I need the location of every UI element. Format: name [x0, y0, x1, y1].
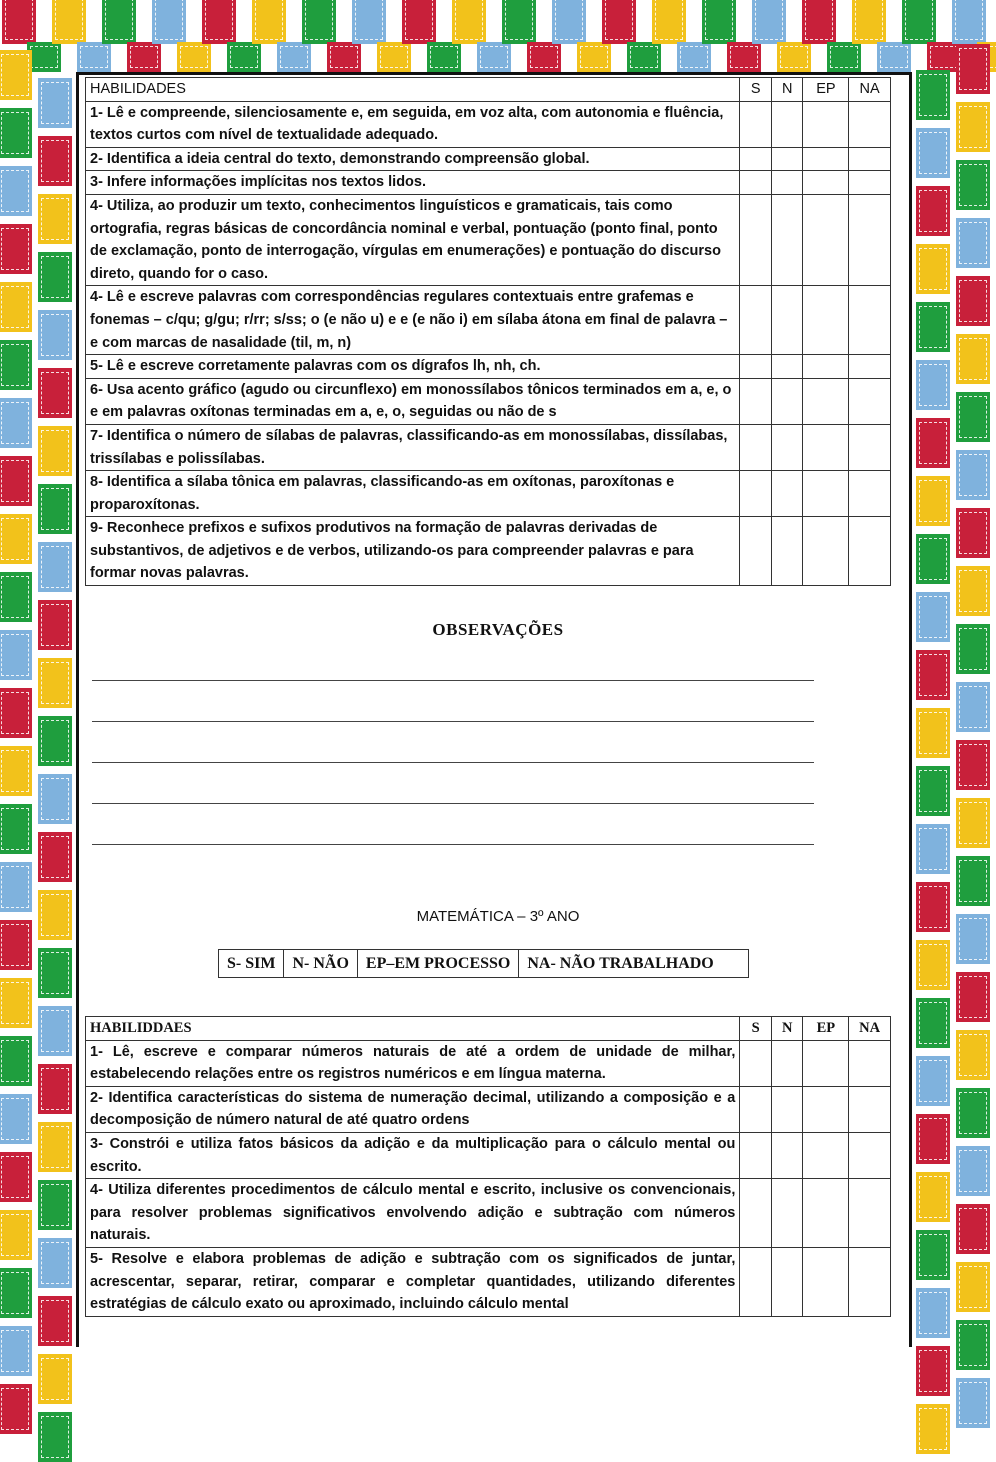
quilt-patch [38, 716, 72, 766]
matematica-skills-table [85, 1016, 891, 1317]
header-habilidades: HABILIDDAES [86, 1017, 740, 1041]
check-ep[interactable] [803, 286, 849, 355]
observation-line[interactable] [92, 762, 814, 763]
quilt-patch [702, 0, 736, 44]
quilt-patch [38, 194, 72, 244]
quilt-patch [0, 1384, 32, 1434]
check-ep[interactable] [803, 424, 849, 470]
quilt-patch [552, 0, 586, 44]
quilt-patch [0, 862, 32, 912]
quilt-patch [252, 0, 286, 44]
observation-line[interactable] [92, 844, 814, 845]
quilt-patch [38, 310, 72, 360]
check-ep[interactable] [803, 1086, 849, 1132]
check-n[interactable] [771, 171, 803, 195]
skill-text: 3- Constrói e utiliza fatos básicos da adição e da multiplicação para o cálculo mental ou escrito. [86, 1132, 740, 1178]
quilt-patch [502, 0, 536, 44]
skill-text: 7- Identifica o número de sílabas de palavras, classificando-as em monossílabas, dissílabas, trissílabas e polissílabas. [86, 424, 740, 470]
table-row [86, 471, 891, 517]
quilt-patch [0, 1268, 32, 1318]
skill-text: 2- Identifica a ideia central do texto, demonstrando compreensão global. [86, 147, 740, 171]
quilt-patch [38, 78, 72, 128]
check-n[interactable] [771, 355, 803, 379]
quilt-patch [38, 1064, 72, 1114]
header-na: NA [849, 1017, 891, 1041]
matematica-title: MATEMÁTICA – 3º ANO [416, 908, 580, 925]
quilt-patch [38, 774, 72, 824]
header-s: S [740, 1017, 772, 1041]
table-row [86, 1132, 891, 1178]
quilt-patch [652, 0, 686, 44]
check-na[interactable] [849, 1086, 891, 1132]
quilt-patch [38, 1006, 72, 1056]
quilt-patch [38, 484, 72, 534]
observation-line[interactable] [92, 803, 814, 804]
quilt-patch [0, 166, 32, 216]
check-s[interactable] [740, 286, 772, 355]
quilt-patch [177, 42, 211, 72]
check-n[interactable] [771, 101, 803, 147]
quilt-patch [0, 108, 32, 158]
check-na[interactable] [849, 1179, 891, 1248]
skill-text: 5- Resolve e elabora problemas de adição e subtração com os significados de juntar, acrescentar, separar, retirar, comparar e completar quantidades, utilizando diferentes estratégias de cálculo exato ou aproximado, incluindo cálculo mental [86, 1247, 740, 1316]
quilt-patch [38, 658, 72, 708]
check-na[interactable] [849, 194, 891, 285]
quilt-patch [352, 0, 386, 44]
skill-text: 5- Lê e escreve corretamente palavras com os dígrafos lh, nh, ch. [86, 355, 740, 379]
quilt-patch [916, 476, 950, 526]
table-header-row [86, 1017, 891, 1041]
check-s[interactable] [740, 355, 772, 379]
quilt-patch [916, 1404, 950, 1454]
quilt-patch [956, 1030, 990, 1080]
header-habilidades: HABILIDADES [86, 78, 740, 102]
check-n[interactable] [771, 1247, 803, 1316]
quilt-patch [0, 514, 32, 564]
check-s[interactable] [740, 1247, 772, 1316]
quilt-patch [2, 0, 36, 44]
quilt-patch [38, 1296, 72, 1346]
quilt-patch [916, 766, 950, 816]
quilt-patch [38, 1238, 72, 1288]
check-ep[interactable] [803, 471, 849, 517]
check-n[interactable] [771, 286, 803, 355]
skill-text: 1- Lê e compreende, silenciosamente e, em seguida, em voz alta, com autonomia e fluência, textos curtos com nível de textualidade adequado. [86, 101, 740, 147]
quilt-patch [577, 42, 611, 72]
quilt-patch [956, 218, 990, 268]
quilt-patch [916, 650, 950, 700]
portugues-skills-table [85, 77, 891, 586]
quilt-patch [916, 302, 950, 352]
quilt-patch [38, 1180, 72, 1230]
quilt-patch [956, 276, 990, 326]
quilt-patch [956, 1378, 990, 1428]
skill-text: 1- Lê, escreve e comparar números naturais de até a ordem de unidade de milhar, estabelecendo relações entre os registros numéricos e em língua materna. [86, 1040, 740, 1086]
header-na: NA [849, 78, 891, 102]
legend-em-processo: EP–EM PROCESSO [357, 950, 518, 978]
quilt-patch [38, 1122, 72, 1172]
check-ep[interactable] [803, 355, 849, 379]
quilt-patch [956, 392, 990, 442]
quilt-patch [952, 0, 986, 44]
quilt-patch [127, 42, 161, 72]
check-n[interactable] [771, 378, 803, 424]
quilt-patch [452, 0, 486, 44]
quilt-patch [602, 0, 636, 44]
quilt-patch [102, 0, 136, 44]
quilt-patch [0, 456, 32, 506]
observation-line[interactable] [92, 680, 814, 681]
quilt-patch [956, 1320, 990, 1370]
skill-text: 4- Utiliza diferentes procedimentos de cálculo mental e escrito, inclusive os convencionais, para resolver problemas significativos envolvendo adição e subtração com números naturais. [86, 1179, 740, 1248]
check-na[interactable] [849, 101, 891, 147]
quilt-patch [956, 1204, 990, 1254]
check-s[interactable] [740, 378, 772, 424]
quilt-patch [802, 0, 836, 44]
quilt-patch [916, 70, 950, 120]
quilt-patch [152, 0, 186, 44]
check-na[interactable] [849, 517, 891, 586]
quilt-patch [527, 42, 561, 72]
quilt-patch [0, 804, 32, 854]
quilt-patch [0, 1210, 32, 1260]
check-ep[interactable] [803, 147, 849, 171]
observation-line[interactable] [92, 721, 814, 722]
quilt-patch [0, 746, 32, 796]
check-na[interactable] [849, 355, 891, 379]
header-n: N [771, 78, 803, 102]
quilt-patch [956, 44, 990, 94]
table-row [86, 424, 891, 470]
table-row [86, 171, 891, 195]
check-ep[interactable] [803, 1132, 849, 1178]
quilt-patch [0, 398, 32, 448]
check-ep[interactable] [803, 1040, 849, 1086]
quilt-patch [916, 186, 950, 236]
skill-text: 3- Infere informações implícitas nos textos lidos. [86, 171, 740, 195]
check-na[interactable] [849, 471, 891, 517]
quilt-patch [0, 1326, 32, 1376]
quilt-patch [38, 136, 72, 186]
quilt-patch [956, 508, 990, 558]
quilt-patch [427, 42, 461, 72]
quilt-patch [38, 948, 72, 998]
table-header-row [86, 78, 891, 102]
quilt-patch [227, 42, 261, 72]
quilt-patch [0, 224, 32, 274]
table-row [86, 1247, 891, 1316]
quilt-patch [0, 572, 32, 622]
table-row [86, 355, 891, 379]
quilt-patch [902, 0, 936, 44]
check-ep[interactable] [803, 1179, 849, 1248]
check-s[interactable] [740, 1132, 772, 1178]
check-n[interactable] [771, 194, 803, 285]
quilt-patch [956, 1262, 990, 1312]
quilt-patch [916, 128, 950, 178]
check-n[interactable] [771, 147, 803, 171]
check-na[interactable] [849, 1247, 891, 1316]
quilt-patch [727, 42, 761, 72]
header-ep: EP [803, 1017, 849, 1041]
quilt-patch [627, 42, 661, 72]
check-n[interactable] [771, 517, 803, 586]
check-na[interactable] [849, 1132, 891, 1178]
quilt-patch [302, 0, 336, 44]
quilt-patch [0, 340, 32, 390]
legend-nao-trabalhado: NA- NÃO TRABALHADO [519, 950, 749, 978]
observacoes-title: OBSERVAÇÕES [432, 620, 564, 639]
quilt-patch [916, 1288, 950, 1338]
skill-text: 4- Lê e escreve palavras com correspondências regulares contextuais entre grafemas e fonemas – c/qu; g/gu; r/rr; s/ss; o (e não u) e e (e não i) em sílaba átona em final de palavra – e com marcas de nasalidade (til, m, n) [86, 286, 740, 355]
quilt-patch [38, 368, 72, 418]
check-n[interactable] [771, 1040, 803, 1086]
table-row [86, 378, 891, 424]
skill-text: 2- Identifica características do sistema de numeração decimal, utilizando a composição e a decomposição de número natural de até quatro ordens [86, 1086, 740, 1132]
quilt-patch [0, 688, 32, 738]
quilt-patch [916, 708, 950, 758]
quilt-patch [916, 244, 950, 294]
table-row [86, 1040, 891, 1086]
quilt-patch [0, 50, 32, 100]
legend-table [218, 949, 749, 978]
quilt-patch [916, 360, 950, 410]
quilt-patch [377, 42, 411, 72]
quilt-patch [956, 102, 990, 152]
check-na[interactable] [849, 378, 891, 424]
check-s[interactable] [740, 1086, 772, 1132]
quilt-patch [202, 0, 236, 44]
check-s[interactable] [740, 1040, 772, 1086]
check-ep[interactable] [803, 517, 849, 586]
check-ep[interactable] [803, 378, 849, 424]
quilt-patch [916, 940, 950, 990]
quilt-patch [38, 426, 72, 476]
check-n[interactable] [771, 1179, 803, 1248]
quilt-patch [0, 920, 32, 970]
quilt-patch [27, 42, 61, 72]
check-n[interactable] [771, 1132, 803, 1178]
table-row [86, 517, 891, 586]
check-ep[interactable] [803, 171, 849, 195]
check-na[interactable] [849, 1040, 891, 1086]
skill-text: 8- Identifica a sílaba tônica em palavras, classificando-as em oxítonas, paroxítonas e proparoxítonas. [86, 471, 740, 517]
quilt-patch [956, 566, 990, 616]
table-row [86, 1179, 891, 1248]
quilt-patch [38, 832, 72, 882]
check-na[interactable] [849, 171, 891, 195]
quilt-patch [38, 252, 72, 302]
quilt-patch [277, 42, 311, 72]
quilt-patch [752, 0, 786, 44]
check-s[interactable] [740, 147, 772, 171]
quilt-patch [677, 42, 711, 72]
header-s: S [740, 78, 772, 102]
quilt-patch [877, 42, 911, 72]
check-s[interactable] [740, 517, 772, 586]
quilt-patch [38, 1412, 72, 1462]
quilt-patch [956, 972, 990, 1022]
check-ep[interactable] [803, 194, 849, 285]
quilt-patch [402, 0, 436, 44]
quilt-patch [0, 1094, 32, 1144]
quilt-patch [956, 740, 990, 790]
quilt-patch [956, 682, 990, 732]
check-s[interactable] [740, 424, 772, 470]
quilt-patch [0, 1036, 32, 1086]
check-ep[interactable] [803, 1247, 849, 1316]
quilt-patch [956, 1088, 990, 1138]
quilt-patch [52, 0, 86, 44]
quilt-patch [916, 1346, 950, 1396]
table-row [86, 1086, 891, 1132]
check-na[interactable] [849, 424, 891, 470]
skill-text: 4- Utiliza, ao produzir um texto, conhecimentos linguísticos e gramaticais, tais como ortografia, regras básicas de concordância nominal e verbal, pontuação (ponto final, ponto de exclamação, ponto de interrogação, vírgulas em enumerações) e pontuação do discurso direto, quando for o caso. [86, 194, 740, 285]
check-s[interactable] [740, 171, 772, 195]
header-ep: EP [803, 78, 849, 102]
quilt-patch [916, 998, 950, 1048]
quilt-patch [38, 542, 72, 592]
quilt-patch [827, 42, 861, 72]
table-row [86, 101, 891, 147]
check-n[interactable] [771, 424, 803, 470]
quilt-patch [77, 42, 111, 72]
check-s[interactable] [740, 471, 772, 517]
check-n[interactable] [771, 1086, 803, 1132]
table-row [86, 286, 891, 355]
legend-sim: S- SIM [219, 950, 284, 978]
table-row [86, 147, 891, 171]
quilt-patch [327, 42, 361, 72]
quilt-patch [852, 0, 886, 44]
check-s[interactable] [740, 1179, 772, 1248]
quilt-patch [916, 824, 950, 874]
skill-text: 6- Usa acento gráfico (agudo ou circunflexo) em monossílabos tônicos terminados em a, e, o e em palavras oxítonas terminadas em a, e, o, seguidas ou não de s [86, 378, 740, 424]
quilt-patch [916, 1230, 950, 1280]
header-n: N [771, 1017, 803, 1041]
quilt-patch [956, 450, 990, 500]
quilt-patch [916, 534, 950, 584]
legend-nao: N- NÃO [284, 950, 357, 978]
check-s[interactable] [740, 101, 772, 147]
quilt-patch [0, 1152, 32, 1202]
quilt-patch [916, 418, 950, 468]
skill-text: 9- Reconhece prefixos e sufixos produtivos na formação de palavras derivadas de substantivos, de adjetivos e de verbos, utilizando-os para compreender palavras e para formar novas palavras. [86, 517, 740, 586]
check-na[interactable] [849, 286, 891, 355]
check-n[interactable] [771, 471, 803, 517]
quilt-patch [0, 282, 32, 332]
check-ep[interactable] [803, 101, 849, 147]
quilt-patch [777, 42, 811, 72]
quilt-patch [956, 856, 990, 906]
quilt-patch [956, 798, 990, 848]
quilt-patch [38, 1354, 72, 1404]
quilt-patch [956, 1146, 990, 1196]
quilt-patch [916, 1114, 950, 1164]
table-row [86, 194, 891, 285]
quilt-patch [956, 334, 990, 384]
quilt-patch [0, 978, 32, 1028]
quilt-patch [916, 1172, 950, 1222]
check-s[interactable] [740, 194, 772, 285]
quilt-patch [477, 42, 511, 72]
quilt-patch [956, 160, 990, 210]
check-na[interactable] [849, 147, 891, 171]
quilt-patch [916, 1056, 950, 1106]
